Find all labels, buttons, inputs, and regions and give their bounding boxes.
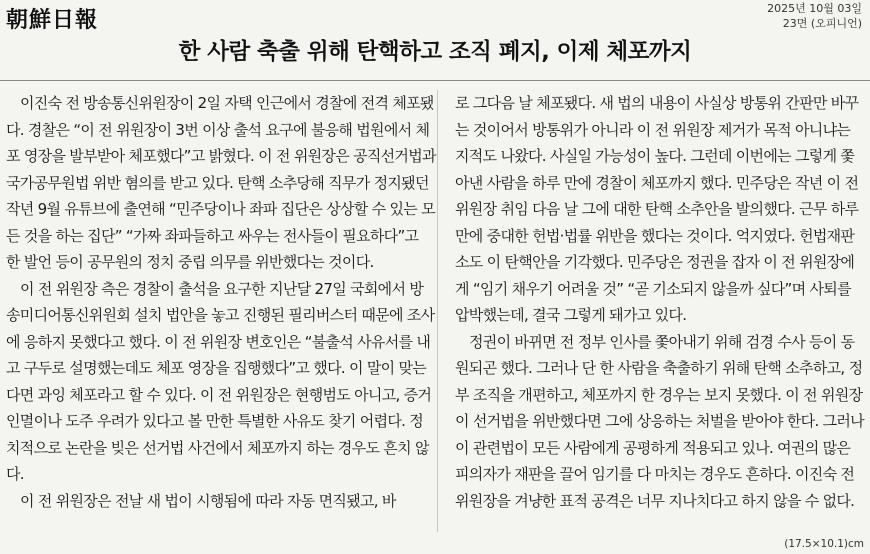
- headline-rule: [0, 80, 870, 81]
- publish-date: 2025년 10월 03일: [767, 2, 862, 15]
- paragraph-continued: 로 그다음 날 체포됐다. 새 법의 내용이 사실상 방통위 간판만 바꾸는 것이어서 방통위가 아니라 이 전 위원장 제거가 목적 아니냐는 지적도 나왔다. 사실일 가능성이 높다. 그런데 이번에는 그렇게 쫓아낸 사람을 하루 만에 경찰이 체포까지 했다. 민주당은 작년 이 전 위원장 취임 다음 날 그에 대한 탄핵 소추안을 발의했다. 근무 하루 만에 중대한 헌법·법률 위반을 했다는 것이다. 억지였다. 헌법재판소도 이 탄핵안을 기각했다. 민주당은 정권을 잡자 이 전 위원장에게 “임기 채우기 어려울 것” “곧 기소되지 않을까 싶다”며 사퇴를 압박했는데, 결국 그렇게 돼가고 있다.: [455, 94, 859, 324]
- article-size-note: (17.5×10.1)cm: [784, 538, 864, 550]
- paragraph: 이 전 위원장 측은 경찰이 출석을 요구한 지난달 27일 국회에서 방송미디어통신위원회 설치 법안을 놓고 진행된 필리버스터 때문에 조사에 응하지 못했다고 했다. 이 전 위원장 변호인은 “불출석 사유서를 내고 구두로 설명했는데도 체포 영장을 집행했다”고 했다. 이 말이 맞는다면 과잉 체포라고 할 수 있다. 이 전 위원장은 현행범도 아니고, 증거인멸이나 도주 우려가 있다고 볼 만한 특별한 사유도 찾기 어렵다. 정치적으로 논란을 빚은 선거법 사건에서 체포까지 하는 경우도 흔치 않다.: [6, 279, 435, 483]
- page-section: 23면 (오피니언): [782, 17, 862, 30]
- article-column-right: [455, 90, 865, 514]
- article-meta: [767, 1, 862, 31]
- article-column-left: [6, 90, 436, 514]
- paragraph: 이진숙 전 방송통신위원장이 2일 자택 인근에서 경찰에 전격 체포됐다. 경찰은 “이 전 위원장이 3번 이상 출석 요구에 불응해 법원에서 체포 영장을 발부받아 체포했다”고 밝혔다. 이 전 위원장은 공직선거법과 국가공무원법 위반 혐의를 받고 있다. 탄핵 소추당해 직무가 정지됐던 작년 9월 유튜브에 출연해 “민주당이나 좌파 집단은 상상할 수 있는 모든 것을 하는 집단” “가짜 좌파들하고 싸우는 전사들이 필요하다”고 한 발언 등이 공무원의 정치 중립 의무를 위반했다는 것이다.: [6, 94, 436, 271]
- paragraph: 정권이 바뀌면 전 정부 인사를 쫓아내기 위해 검경 수사 등이 동원되곤 했다. 그러나 단 한 사람을 축출하기 위해 탄핵 소추하고, 정부 조직을 개편하고, 체포까지 한 경우는 보지 못했다. 이 전 위원장이 선거법을 위반했다면 그에 상응하는 처벌을 받아야 한다. 그러나 이 관련법이 모든 사람에게 공평하게 적용되고 있나. 여권의 많은 피의자가 재판을 끌어 임기를 다 마치는 경우도 흔하다. 이진숙 전 위원장을 겨냥한 표적 공격은 너무 지나치다고 하지 않을 수 없다.: [455, 332, 864, 510]
- newspaper-masthead: 朝鮮日報: [6, 7, 99, 33]
- column-divider: [437, 90, 438, 532]
- article-headline: 한 사람 축출 위해 탄핵하고 조직 폐지, 이제 체포까지: [178, 39, 692, 65]
- paragraph: 이 전 위원장은 전날 새 법이 시행됨에 따라 자동 면직됐고, 바: [20, 491, 396, 510]
